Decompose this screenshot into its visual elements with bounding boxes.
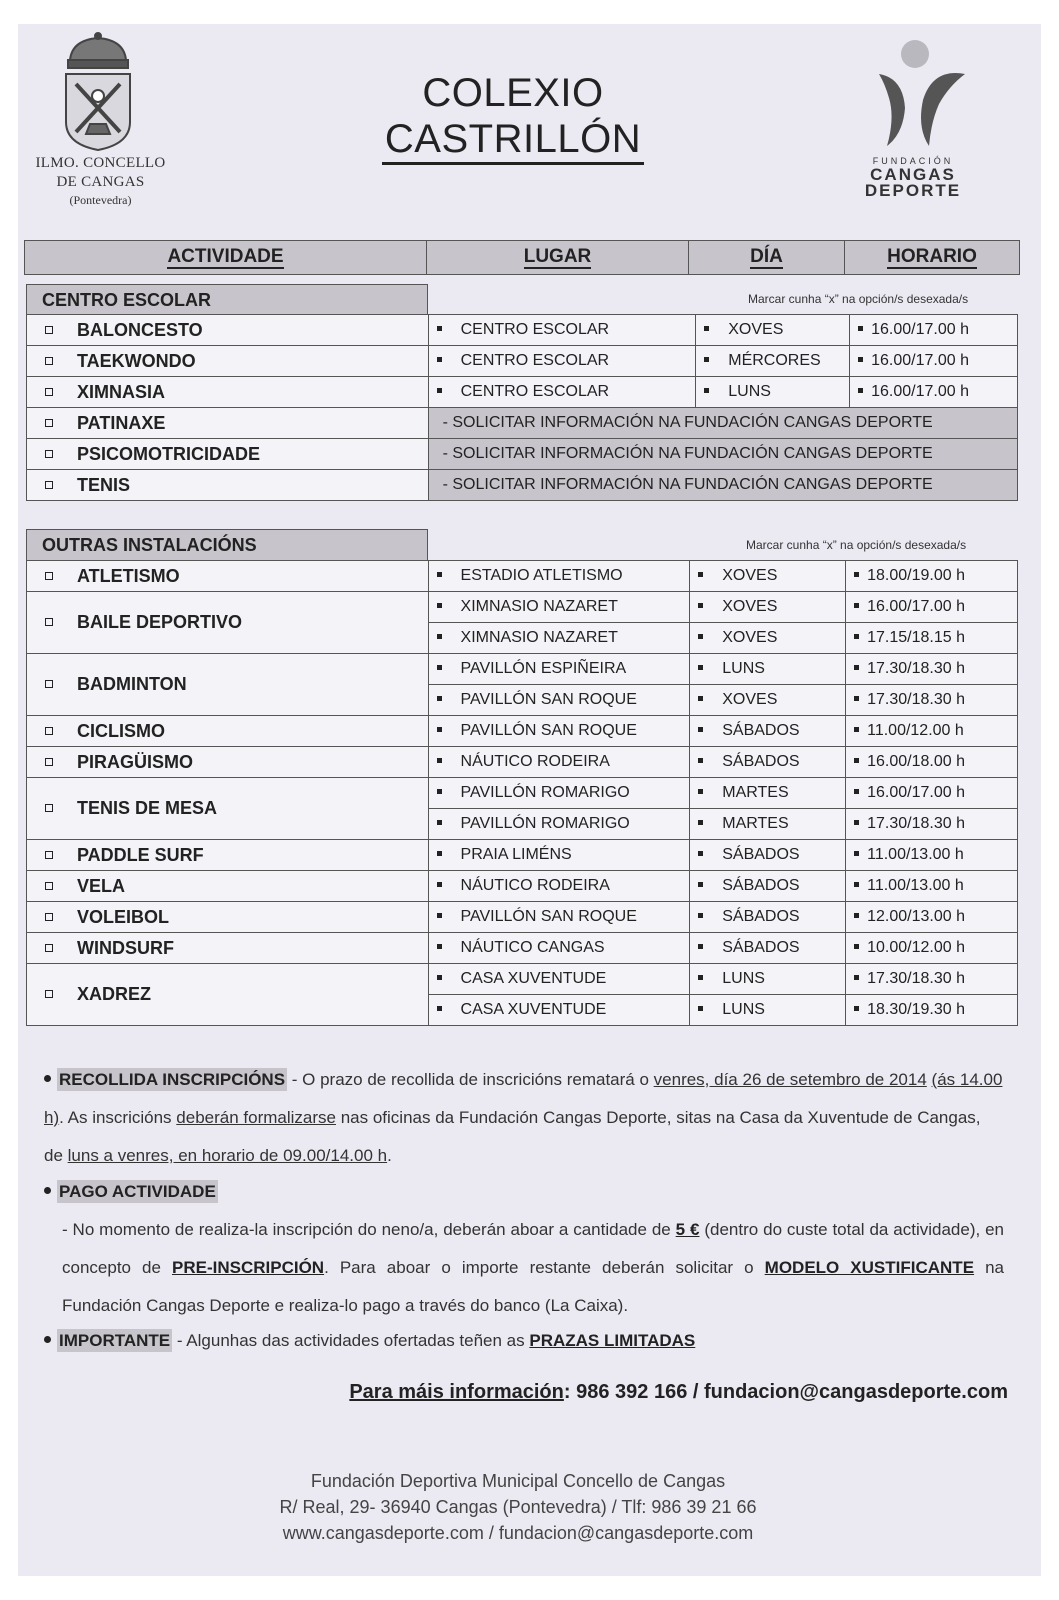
dia-cell: SÁBADOS — [690, 933, 846, 964]
col-lugar: LUGAR — [427, 241, 689, 274]
horario-cell: 16.00/17.00 h — [850, 315, 1018, 346]
bullet-icon — [854, 696, 859, 701]
table-row — [27, 561, 1018, 592]
bullet-icon — [704, 326, 709, 331]
horario-cell: 16.00/17.00 h — [850, 377, 1018, 408]
dia-cell: LUNS — [696, 377, 850, 408]
lugar-cell: CENTRO ESCOLAR — [428, 346, 696, 377]
bullet-icon — [437, 357, 442, 362]
bullet-icon — [437, 820, 442, 825]
lugar-cell: NÁUTICO CANGAS — [428, 933, 690, 964]
bullet-icon — [854, 882, 859, 887]
dia-cell: LUNS — [690, 995, 846, 1026]
footer: Fundación Deportiva Municipal Concello de Cangas R/ Real, 29- 36940 Cangas (Pontevedra) / Tlf: 986 39 21 66 www.cangasdeporte.com / fundacion@cangasdeporte.com — [279, 1471, 757, 1543]
bullet-icon — [437, 882, 442, 887]
bullet-icon — [854, 944, 859, 949]
dia-cell: SÁBADOS — [690, 716, 846, 747]
activity-cell[interactable]: ATLETISMO — [27, 561, 429, 592]
lugar-cell: PAVILLÓN ESPIÑEIRA — [428, 654, 690, 685]
info-cell: - SOLICITAR INFORMACIÓN NA FUNDACIÓN CANGAS DEPORTE — [428, 408, 1017, 439]
bullet-icon — [854, 789, 859, 794]
bullet-icon — [437, 789, 442, 794]
bullet-icon — [437, 944, 442, 949]
bullet-icon — [437, 634, 442, 639]
table-row — [27, 964, 1018, 995]
bullet-icon — [854, 1006, 859, 1011]
table-row — [27, 778, 1018, 809]
dia-cell: MARTES — [690, 778, 846, 809]
bullet-icon — [698, 727, 703, 732]
dia-cell: MÉRCORES — [696, 346, 850, 377]
activity-cell[interactable]: XIMNASIA — [27, 377, 429, 408]
bullet-icon — [854, 572, 859, 577]
info-importante: IMPORTANTE - Algunhas das actividades ofertadas teñen as PRAZAS LIMITADAS — [44, 1322, 1004, 1360]
checkbox-icon[interactable] — [45, 913, 53, 921]
table-row — [27, 439, 1018, 470]
horario-cell: 10.00/12.00 h — [846, 933, 1018, 964]
bullet-icon — [698, 1006, 703, 1011]
bullet-icon — [44, 1075, 51, 1082]
horario-cell: 11.00/13.00 h — [846, 871, 1018, 902]
info-cell: - SOLICITAR INFORMACIÓN NA FUNDACIÓN CANGAS DEPORTE — [428, 439, 1017, 470]
lugar-cell: PRAIA LIMÉNS — [428, 840, 690, 871]
school-title: COLEXIO CASTRILLÓN — [348, 70, 678, 165]
bullet-icon — [858, 388, 863, 393]
bullet-icon — [704, 357, 709, 362]
activity-cell[interactable]: BAILE DEPORTIVO — [27, 592, 429, 654]
lugar-cell: NÁUTICO RODEIRA — [428, 871, 690, 902]
horario-cell: 17.30/18.30 h — [846, 685, 1018, 716]
table-row — [27, 654, 1018, 685]
dia-cell: XOVES — [690, 623, 846, 654]
dia-cell: SÁBADOS — [690, 747, 846, 778]
checkbox-icon[interactable] — [45, 944, 53, 952]
bullet-icon — [437, 665, 442, 670]
lugar-cell: PAVILLÓN ROMARIGO — [428, 809, 690, 840]
contact-line: Para máis información: 986 392 166 / fundacion@cangasdeporte.com — [349, 1381, 1008, 1403]
lugar-cell: ESTADIO ATLETISMO — [428, 561, 690, 592]
dia-cell: XOVES — [690, 592, 846, 623]
checkbox-icon[interactable] — [45, 680, 53, 688]
lugar-cell: PAVILLÓN ROMARIGO — [428, 778, 690, 809]
activity-cell[interactable]: BADMINTON — [27, 654, 429, 716]
horario-cell: 11.00/12.00 h — [846, 716, 1018, 747]
info-cell: - SOLICITAR INFORMACIÓN NA FUNDACIÓN CANGAS DEPORTE — [428, 470, 1017, 501]
horario-cell: 18.00/19.00 h — [846, 561, 1018, 592]
bullet-icon — [698, 634, 703, 639]
bullet-icon — [698, 758, 703, 763]
dia-cell: LUNS — [690, 964, 846, 995]
bullet-icon — [437, 913, 442, 918]
bullet-icon — [437, 696, 442, 701]
bullet-icon — [44, 1336, 51, 1343]
horario-cell: 12.00/13.00 h — [846, 902, 1018, 933]
horario-cell: 17.15/18.15 h — [846, 623, 1018, 654]
bullet-icon — [854, 634, 859, 639]
bullet-icon — [858, 326, 863, 331]
table-row — [27, 716, 1018, 747]
horario-cell: 11.00/13.00 h — [846, 840, 1018, 871]
bullet-icon — [854, 851, 859, 856]
table-row — [27, 871, 1018, 902]
bullet-icon — [854, 758, 859, 763]
lugar-cell: CENTRO ESCOLAR — [428, 315, 696, 346]
table-row — [27, 470, 1018, 501]
bullet-icon — [698, 913, 703, 918]
info-recollida: RECOLLIDA INSCRIPCIÓNS - O prazo de recollida de inscricións rematará o venres, día 26 de setembro de 2014 (ás 14.00 h). As inscricións deberán formalizarse nas oficinas da Fundación Cangas Deporte, sitas na Casa da Xuventude de Cangas, de luns a venres, en horario de 09.00/14.00 h. — [44, 1070, 1003, 1165]
bullet-icon — [854, 975, 859, 980]
column-header-row — [24, 240, 1020, 275]
mark-note: Marcar cunha “x” na opción/s desexada/s — [748, 292, 969, 306]
activity-cell[interactable]: PADDLE SURF — [27, 840, 429, 871]
fundacion-logo-text: FUNDACIÓN CANGAS DEPORTE — [864, 156, 962, 200]
table-row — [27, 902, 1018, 933]
checkbox-icon[interactable] — [45, 419, 53, 427]
lugar-cell: NÁUTICO RODEIRA — [428, 747, 690, 778]
lugar-cell: PAVILLÓN SAN ROQUE — [428, 716, 690, 747]
checkbox-icon[interactable] — [45, 758, 53, 766]
info-pago: PAGO ACTIVIDADE - No momento de realiza-la inscripción do neno/a, deberán aboar a cantidade de 5 € (dentro do custe total da actividade), en concepto de PRE-INSCRIPCIÓN. Para aboar o importe restante deberán solicitar o MODELO XUSTIFICANTE na Fundación Cangas Deporte e realiza-lo pago a través do banco (La Caixa). — [44, 1173, 1004, 1325]
checkbox-icon[interactable] — [45, 727, 53, 735]
horario-cell: 16.00/17.00 h — [850, 346, 1018, 377]
bullet-icon — [437, 388, 442, 393]
bullet-icon — [854, 913, 859, 918]
horario-cell: 17.30/18.30 h — [846, 654, 1018, 685]
dia-cell: SÁBADOS — [690, 871, 846, 902]
col-actividade: ACTIVIDADE — [25, 241, 427, 274]
checkbox-icon[interactable] — [45, 804, 53, 812]
bullet-icon — [698, 665, 703, 670]
lugar-cell: XIMNASIO NAZARET — [428, 592, 690, 623]
bullet-icon — [437, 603, 442, 608]
checkbox-icon[interactable] — [45, 357, 53, 365]
horario-cell: 17.30/18.30 h — [846, 809, 1018, 840]
activity-cell[interactable]: VOLEIBOL — [27, 902, 429, 933]
lugar-cell: PAVILLÓN SAN ROQUE — [428, 685, 690, 716]
bullet-icon — [698, 789, 703, 794]
checkbox-icon[interactable] — [45, 851, 53, 859]
section-title-outras: OUTRAS INSTALACIÓNS — [26, 529, 428, 561]
col-dia: DÍA — [689, 241, 845, 274]
outras-table — [26, 560, 1018, 1026]
centro-table — [26, 314, 1018, 501]
bullet-icon — [858, 357, 863, 362]
dia-cell: SÁBADOS — [690, 840, 846, 871]
activity-cell[interactable]: VELA — [27, 871, 429, 902]
checkbox-icon[interactable] — [45, 388, 53, 396]
checkbox-icon[interactable] — [45, 990, 53, 998]
horario-cell: 16.00/18.00 h — [846, 747, 1018, 778]
bullet-icon — [437, 1006, 442, 1011]
coat-of-arms-icon — [58, 30, 138, 152]
bullet-icon — [437, 851, 442, 856]
dia-cell: MARTES — [690, 809, 846, 840]
bullet-icon — [698, 975, 703, 980]
table-row — [27, 377, 1018, 408]
activity-cell[interactable]: PIRAGÜISMO — [27, 747, 429, 778]
dia-cell: XOVES — [690, 561, 846, 592]
bullet-icon — [854, 603, 859, 608]
section-title-centro: CENTRO ESCOLAR — [26, 284, 428, 316]
dia-cell: SÁBADOS — [690, 902, 846, 933]
checkbox-icon[interactable] — [45, 572, 53, 580]
lugar-cell: CENTRO ESCOLAR — [428, 377, 696, 408]
bullet-icon — [698, 820, 703, 825]
bullet-icon — [437, 727, 442, 732]
bullet-icon — [437, 975, 442, 980]
lugar-cell: XIMNASIO NAZARET — [428, 623, 690, 654]
bullet-icon — [854, 727, 859, 732]
table-row — [27, 933, 1018, 964]
horario-cell: 17.30/18.30 h — [846, 964, 1018, 995]
table-row — [27, 408, 1018, 439]
horario-cell: 16.00/17.00 h — [846, 778, 1018, 809]
lugar-cell: CASA XUVENTUDE — [428, 964, 690, 995]
table-row — [27, 747, 1018, 778]
table-row — [27, 346, 1018, 377]
bullet-icon — [698, 603, 703, 608]
checkbox-icon[interactable] — [45, 326, 53, 334]
lugar-cell: CASA XUVENTUDE — [428, 995, 690, 1026]
bullet-icon — [704, 388, 709, 393]
bullet-icon — [437, 572, 442, 577]
activity-cell[interactable]: TENIS DE MESA — [27, 778, 429, 840]
document-sheet — [18, 24, 1041, 1576]
council-name: ILMO. CONCELLO DE CANGAS (Pontevedra) — [35, 155, 166, 207]
mark-note: Marcar cunha “x” na opción/s desexada/s — [746, 538, 967, 552]
checkbox-icon[interactable] — [45, 481, 53, 489]
bullet-icon — [854, 665, 859, 670]
activity-cell[interactable]: WINDSURF — [27, 933, 429, 964]
col-horario: HORARIO — [887, 245, 977, 267]
activity-cell[interactable]: PSICOMOTRICIDADE — [27, 439, 429, 470]
bullet-icon — [698, 944, 703, 949]
lugar-cell: PAVILLÓN SAN ROQUE — [428, 902, 690, 933]
table-row — [27, 592, 1018, 623]
bullet-icon — [437, 758, 442, 763]
activity-cell[interactable]: PATINAXE — [27, 408, 429, 439]
activity-cell[interactable]: XADREZ — [27, 964, 429, 1026]
bullet-icon — [698, 851, 703, 856]
checkbox-icon[interactable] — [45, 450, 53, 458]
activity-cell[interactable]: TAEKWONDO — [27, 346, 429, 377]
checkbox-icon[interactable] — [45, 882, 53, 890]
checkbox-icon[interactable] — [45, 618, 53, 626]
table-row — [27, 315, 1018, 346]
bullet-icon — [698, 696, 703, 701]
bullet-icon — [698, 882, 703, 887]
activity-cell[interactable]: BALONCESTO — [27, 315, 429, 346]
dia-cell: XOVES — [690, 685, 846, 716]
table-row — [27, 840, 1018, 871]
bullet-icon — [44, 1187, 51, 1194]
activity-cell[interactable]: TENIS — [27, 470, 429, 501]
fundacion-logo-icon — [873, 38, 968, 148]
dia-cell: XOVES — [696, 315, 850, 346]
bullet-icon — [437, 326, 442, 331]
horario-cell: 18.30/19.30 h — [846, 995, 1018, 1026]
horario-cell: 16.00/17.00 h — [846, 592, 1018, 623]
activity-cell[interactable]: CICLISMO — [27, 716, 429, 747]
dia-cell: LUNS — [690, 654, 846, 685]
bullet-icon — [698, 572, 703, 577]
bullet-icon — [854, 820, 859, 825]
